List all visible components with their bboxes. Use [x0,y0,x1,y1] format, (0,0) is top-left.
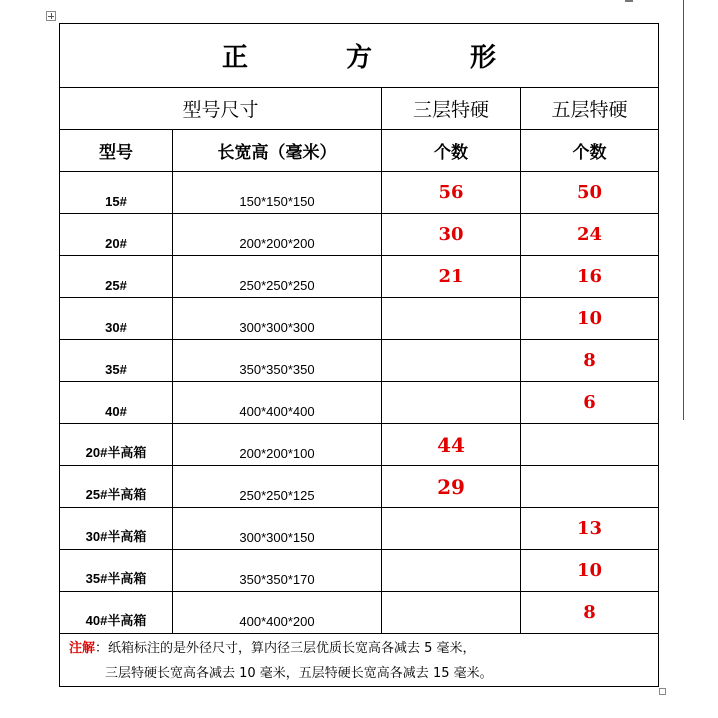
cell-size: 150*150*150 [173,172,382,214]
header-five-layer: 五层特硬 [521,88,659,130]
cell-three-layer-qty: 21 [382,256,521,298]
cell-size: 250*250*250 [173,256,382,298]
subheader-model: 型号 [60,130,173,172]
cell-size: 200*200*100 [173,424,382,466]
table-row [60,340,659,382]
cell-three-layer-qty: 29 [382,466,521,508]
note-label: 注解 [69,641,96,656]
page-edge-line [683,0,684,420]
table-row [60,424,659,466]
note-line-2: 三层特硬长宽高各减去 10 毫米，五层特硬长宽高各减去 15 毫米。 [105,666,493,681]
cell-five-layer-qty [521,466,659,508]
title-char-3: 形 [469,43,496,73]
page-corner-mark [625,0,633,2]
table-row [60,298,659,340]
cell-model: 35# [60,340,173,382]
cell-size: 200*200*200 [173,214,382,256]
table-move-handle-icon[interactable] [46,11,56,21]
cell-size: 350*350*350 [173,340,382,382]
subheader-qty-three: 个数 [382,130,521,172]
note-text-1: ：纸箱标注的是外径尺寸，算内径三层优质长宽高各减去 5 毫米， [95,641,476,656]
cell-model: 35#半高箱 [60,550,173,592]
cell-model: 20# [60,214,173,256]
table-row [60,172,659,214]
cell-five-layer-qty: 8 [521,340,659,382]
square-box-size-table [59,23,659,687]
cell-model: 30# [60,298,173,340]
cell-five-layer-qty: 6 [521,382,659,424]
cell-three-layer-qty [382,508,521,550]
note-line-1 [69,636,658,661]
title-char-1: 正 [221,43,248,73]
cell-size: 250*250*125 [173,466,382,508]
cell-five-layer-qty: 13 [521,508,659,550]
cell-model: 40#半高箱 [60,592,173,634]
table-title [60,24,659,88]
table-row [60,550,659,592]
cell-three-layer-qty: 44 [382,424,521,466]
table-row [60,508,659,550]
cell-size: 400*400*200 [173,592,382,634]
cell-model: 15# [60,172,173,214]
table-row [60,214,659,256]
cell-three-layer-qty [382,340,521,382]
header-three-layer: 三层特硬 [382,88,521,130]
subheader-dimensions: 长宽高（毫米） [173,130,382,172]
cell-five-layer-qty: 24 [521,214,659,256]
cell-three-layer-qty [382,298,521,340]
cell-five-layer-qty: 10 [521,298,659,340]
table-row [60,382,659,424]
title-char-2: 方 [345,43,372,73]
cell-three-layer-qty [382,382,521,424]
cell-size: 400*400*400 [173,382,382,424]
cell-size: 300*300*300 [173,298,382,340]
cell-model: 30#半高箱 [60,508,173,550]
cell-model: 25# [60,256,173,298]
cell-three-layer-qty [382,550,521,592]
cell-three-layer-qty [382,592,521,634]
table-row [60,592,659,634]
table-row [60,466,659,508]
cell-three-layer-qty: 30 [382,214,521,256]
cell-size: 300*300*150 [173,508,382,550]
header-model-size: 型号尺寸 [60,88,382,130]
cell-five-layer-qty: 8 [521,592,659,634]
cell-five-layer-qty: 50 [521,172,659,214]
cell-five-layer-qty: 16 [521,256,659,298]
cell-model: 20#半高箱 [60,424,173,466]
cell-five-layer-qty [521,424,659,466]
cell-model: 40# [60,382,173,424]
cell-model: 25#半高箱 [60,466,173,508]
subheader-qty-five: 个数 [521,130,659,172]
table-row [60,256,659,298]
cell-three-layer-qty: 56 [382,172,521,214]
cell-five-layer-qty: 10 [521,550,659,592]
cell-size: 350*350*170 [173,550,382,592]
table-note [60,634,659,687]
table-resize-handle-icon[interactable] [659,688,666,695]
